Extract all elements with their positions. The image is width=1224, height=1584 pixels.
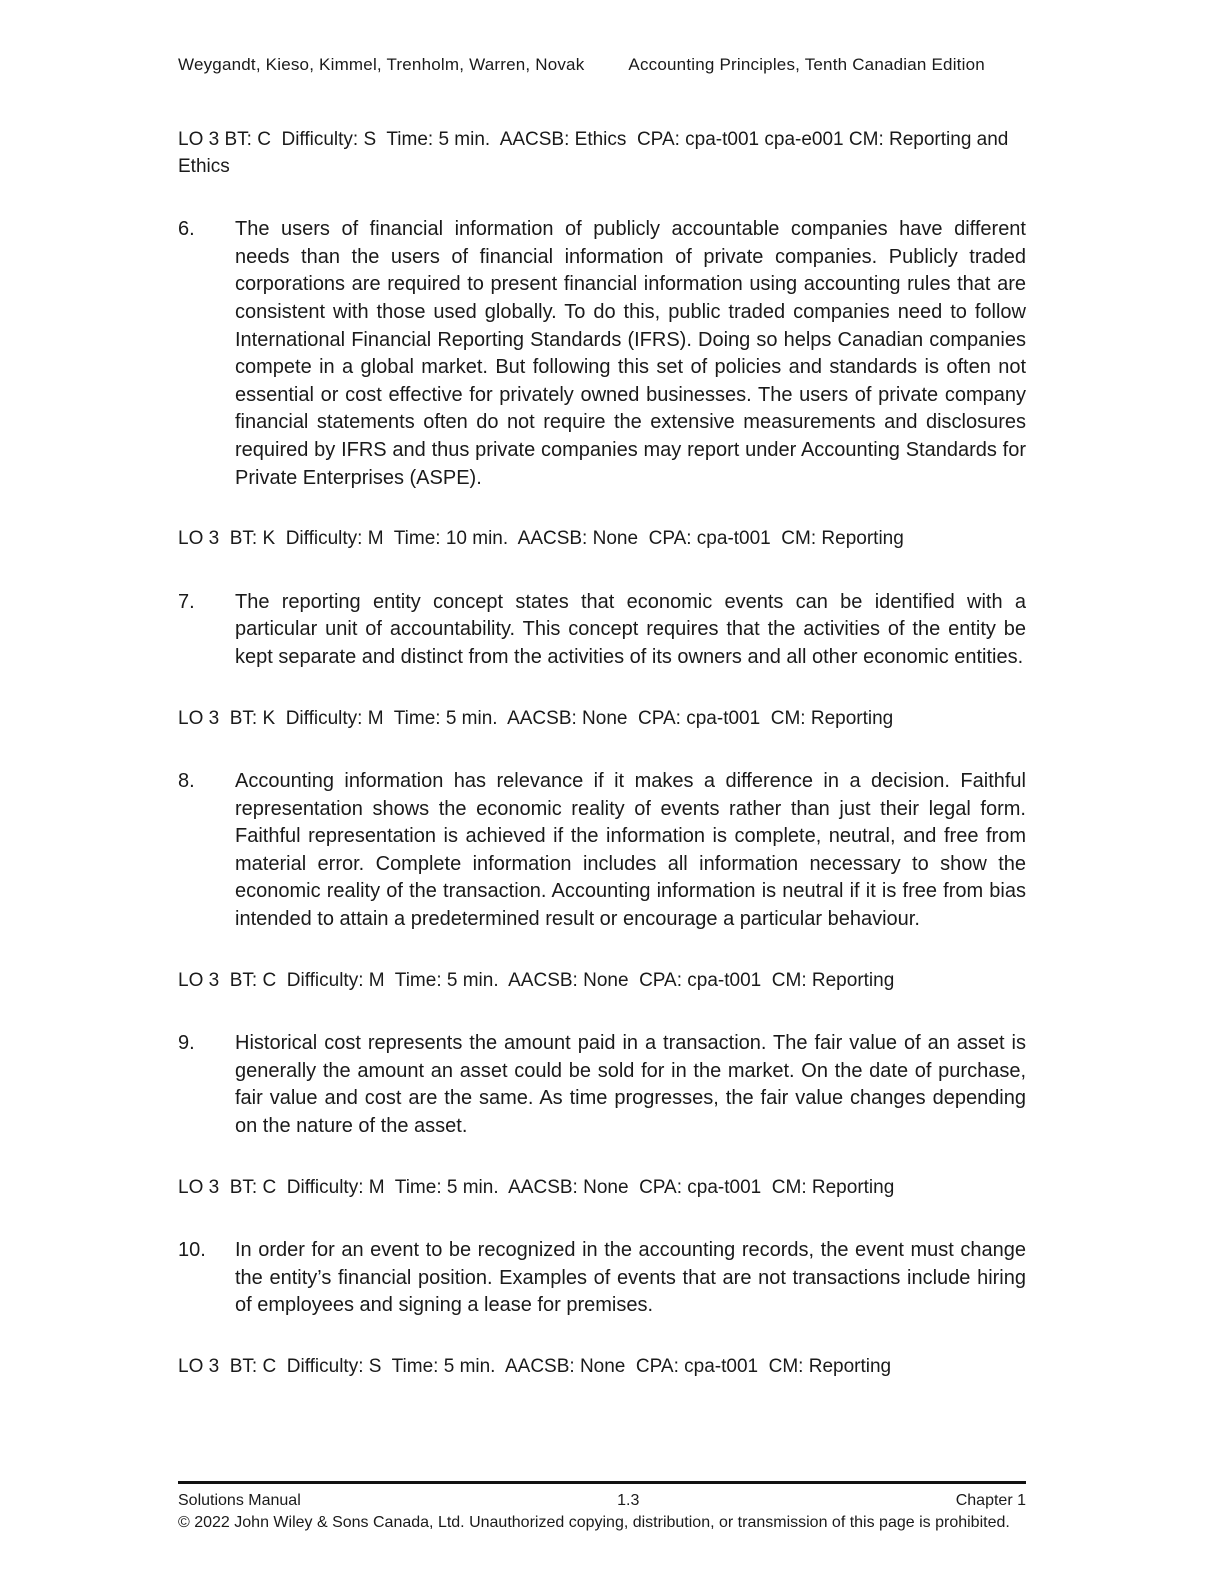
question-body: In order for an event to be recognized in the accounting records, the event must change the entity’s financial position. Examples of events that are not transactions include hiring of employees and signing a lease for premises. xyxy=(235,1239,1026,1317)
question-body: The reporting entity concept states that economic events can be identified with a particular unit of accountability. This concept requires that the activities of the entity be kept separate and distinct from the activities of its owners and all other economic entities. xyxy=(235,590,1026,668)
question-item-8 xyxy=(178,768,1026,934)
question-number: 10. xyxy=(178,1239,206,1262)
footer-divider xyxy=(178,1481,1026,1484)
footer-page-number: 1.3 xyxy=(617,1492,640,1509)
footer-left: Solutions Manual xyxy=(178,1492,301,1509)
footer-right: Chapter 1 xyxy=(955,1492,1026,1509)
question-meta-intro: LO 3 BT: C Difficulty: S Time: 5 min. AACSB: Ethics CPA: cpa-t001 cpa-e001 CM: Reporting and Ethics xyxy=(178,129,1014,177)
question-meta: LO 3 BT: C Difficulty: M Time: 5 min. AACSB: None CPA: cpa-t001 CM: Reporting xyxy=(178,969,895,991)
question-body: The users of financial information of publicly accountable companies have different needs than the users of financial information of private companies. Publicly traded corporations are required to present financial information using accounting rules that are consistent with those used globally. To do this, public traded companies need to follow International Financial Reporting Standards (IFRS). Doing so helps Canadian companies compete in a global market. But following this set of policies and standards is often not essential or cost effective for privately owned businesses. The users of private company financial statements often do not require the extensive measurements and disclosures required by IFRS and thus private companies may report under Accounting Standards for Private Enterprises (ASPE). xyxy=(235,218,1026,489)
question-meta: LO 3 BT: K Difficulty: M Time: 10 min. AACSB: None CPA: cpa-t001 CM: Reporting xyxy=(178,528,904,550)
question-item-6 xyxy=(178,216,1026,492)
question-meta: LO 3 BT: C Difficulty: M Time: 5 min. AACSB: None CPA: cpa-t001 CM: Reporting xyxy=(178,1176,895,1198)
question-body: Accounting information has relevance if it makes a difference in a decision. Faithful representation shows the economic reality of events rather than just their legal form. Faithful representation is achieved if the information is complete, neutral, and free from material error. Complete information includes all information necessary to show the economic reality of the transaction. Accounting information is neutral if it is free from bias intended to attain a predetermined result or encourage a particular behaviour. xyxy=(235,770,1026,931)
header-book-title: Accounting Principles, Tenth Canadian Edition xyxy=(628,55,985,74)
question-number: 9. xyxy=(178,1032,195,1055)
question-body: Historical cost represents the amount paid in a transaction. The fair value of an asset is generally the amount an asset could be sold for in the market. On the date of purchase, fair value and cost are the same. As time progresses, the fair value changes depending on the nature of the asset. xyxy=(235,1032,1026,1138)
question-number: 7. xyxy=(178,590,195,613)
question-number: 6. xyxy=(178,218,195,241)
page-footer xyxy=(178,1481,1026,1532)
header-authors: Weygandt, Kieso, Kimmel, Trenholm, Warren, Novak xyxy=(178,55,585,74)
question-meta: LO 3 BT: K Difficulty: M Time: 5 min. AACSB: None CPA: cpa-t001 CM: Reporting xyxy=(178,707,894,729)
footer-row xyxy=(178,1492,1026,1510)
question-item-9 xyxy=(178,1030,1026,1140)
question-number: 8. xyxy=(178,770,195,793)
footer-copyright: © 2022 John Wiley & Sons Canada, Ltd. Unauthorized copying, distribution, or transmission of this page is prohibited. xyxy=(178,1514,1010,1531)
question-item-7 xyxy=(178,589,1026,672)
running-header xyxy=(178,55,1026,75)
question-meta: LO 3 BT: C Difficulty: S Time: 5 min. AACSB: None CPA: cpa-t001 CM: Reporting xyxy=(178,1356,892,1377)
question-item-10 xyxy=(178,1237,1026,1320)
